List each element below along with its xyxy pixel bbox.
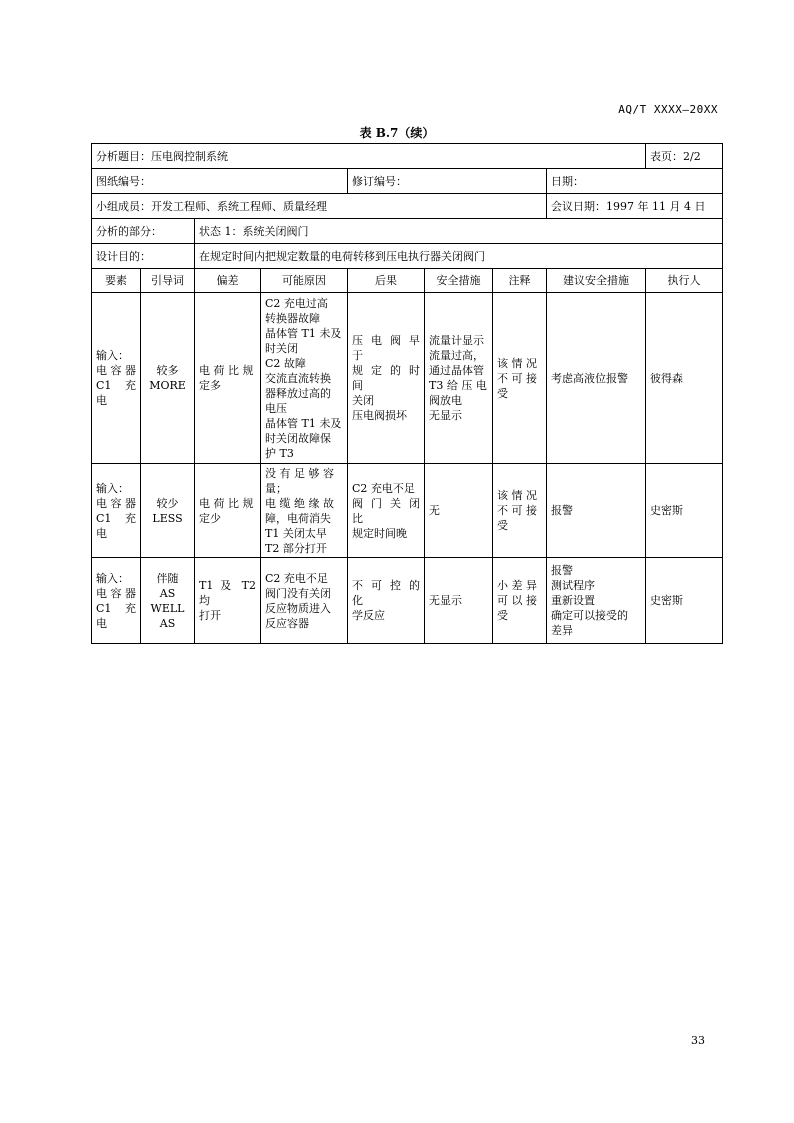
cell-consequences: 不 可 控 的 化 学反应 (348, 558, 425, 644)
column-header-row (92, 269, 723, 293)
table-title: 表 B.7（续） (359, 126, 435, 140)
cell-deviation: 电 荷 比 规 定多 (195, 293, 261, 464)
analysis-part-value: 状态 1：系统关闭阀门 (195, 219, 723, 244)
cell-comments: 该 情 况 不 可 接 受 (493, 293, 547, 464)
cell-deviation: T1 及 T2 均 打开 (195, 558, 261, 644)
cell-causes: C2 充电不足 阀门没有关闭 反应物质进入 反应容器 (261, 558, 348, 644)
cell-causes: 没 有 足 够 容 量； 电 缆 绝 缘 故 障，电荷消失 T1 关闭太早 T2 部分打开 (261, 464, 348, 558)
cell-owner: 史密斯 (646, 464, 723, 558)
cell-owner: 史密斯 (646, 558, 723, 644)
cell-recommendations: 报警 测试程序 重新设置 确定可以接受的 差异 (547, 558, 646, 644)
table-row (92, 558, 723, 644)
design-intent-value: 在规定时间内把规定数量的电荷转移到压电执行器关闭阀门 (195, 244, 723, 269)
cell-guideword: 伴随 AS WELL AS (141, 558, 195, 644)
date-field: 日期： (547, 169, 723, 194)
cell-safeguards: 无显示 (425, 558, 493, 644)
col-header-deviation: 偏差 (195, 269, 261, 293)
col-header-recommendations: 建议安全措施 (547, 269, 646, 293)
col-header-comments: 注释 (493, 269, 547, 293)
cell-comments: 小 差 异 可 以 接 受 (493, 558, 547, 644)
cell-safeguards: 流量计显示 流量过高， 通过晶体管 T3 给 压 电 阀放电 无显示 (425, 293, 493, 464)
page-info: 表页：2/2 (646, 144, 723, 169)
col-header-causes: 可能原因 (261, 269, 348, 293)
cell-guideword: 较多 MORE (141, 293, 195, 464)
cell-consequences: 压 电 阀 早 于 规 定 的 时 间 关闭 压电阀损坏 (348, 293, 425, 464)
col-header-guideword: 引导词 (141, 269, 195, 293)
design-intent-label: 设计目的： (92, 244, 195, 269)
cell-causes: C2 充电过高 转换器故障 晶体管 T1 未及 时关闭 C2 故障 交流直流转换 器释放过高的 电压 晶体管 T1 未及 时关闭故障保 护 T3 (261, 293, 348, 464)
drawing-number: 图纸编号： (92, 169, 348, 194)
page-number: 33 (691, 1034, 705, 1047)
cell-element: 输入： 电 容 器 C1 充电 (92, 558, 141, 644)
analysis-subject: 分析题目：压电阀控制系统 (92, 144, 646, 169)
col-header-owner: 执行人 (646, 269, 723, 293)
document-code: AQ/T XXXX—20XX (618, 103, 718, 116)
cell-consequences: C2 充电不足 阀 门 关 闭 比 规定时间晚 (348, 464, 425, 558)
revision-number: 修订编号： (348, 169, 547, 194)
cell-guideword: 较少 LESS (141, 464, 195, 558)
cell-recommendations: 考虑高液位报警 (547, 293, 646, 464)
hazop-table (91, 143, 723, 644)
cell-owner: 彼得森 (646, 293, 723, 464)
table-row (92, 293, 723, 464)
analysis-part-label: 分析的部分： (92, 219, 195, 244)
cell-safeguards: 无 (425, 464, 493, 558)
cell-element: 输入： 电 容 器 C1 充电 (92, 293, 141, 464)
meeting-date: 会议日期：1997 年 11 月 4 日 (547, 194, 723, 219)
cell-element: 输入： 电 容 器 C1 充电 (92, 464, 141, 558)
col-header-consequences: 后果 (348, 269, 425, 293)
col-header-element: 要素 (92, 269, 141, 293)
cell-deviation: 电 荷 比 规 定少 (195, 464, 261, 558)
team-members: 小组成员：开发工程师、系统工程师、质量经理 (92, 194, 547, 219)
table-row (92, 464, 723, 558)
cell-recommendations: 报警 (547, 464, 646, 558)
col-header-safeguards: 安全措施 (425, 269, 493, 293)
cell-comments: 该 情 况 不 可 接 受 (493, 464, 547, 558)
